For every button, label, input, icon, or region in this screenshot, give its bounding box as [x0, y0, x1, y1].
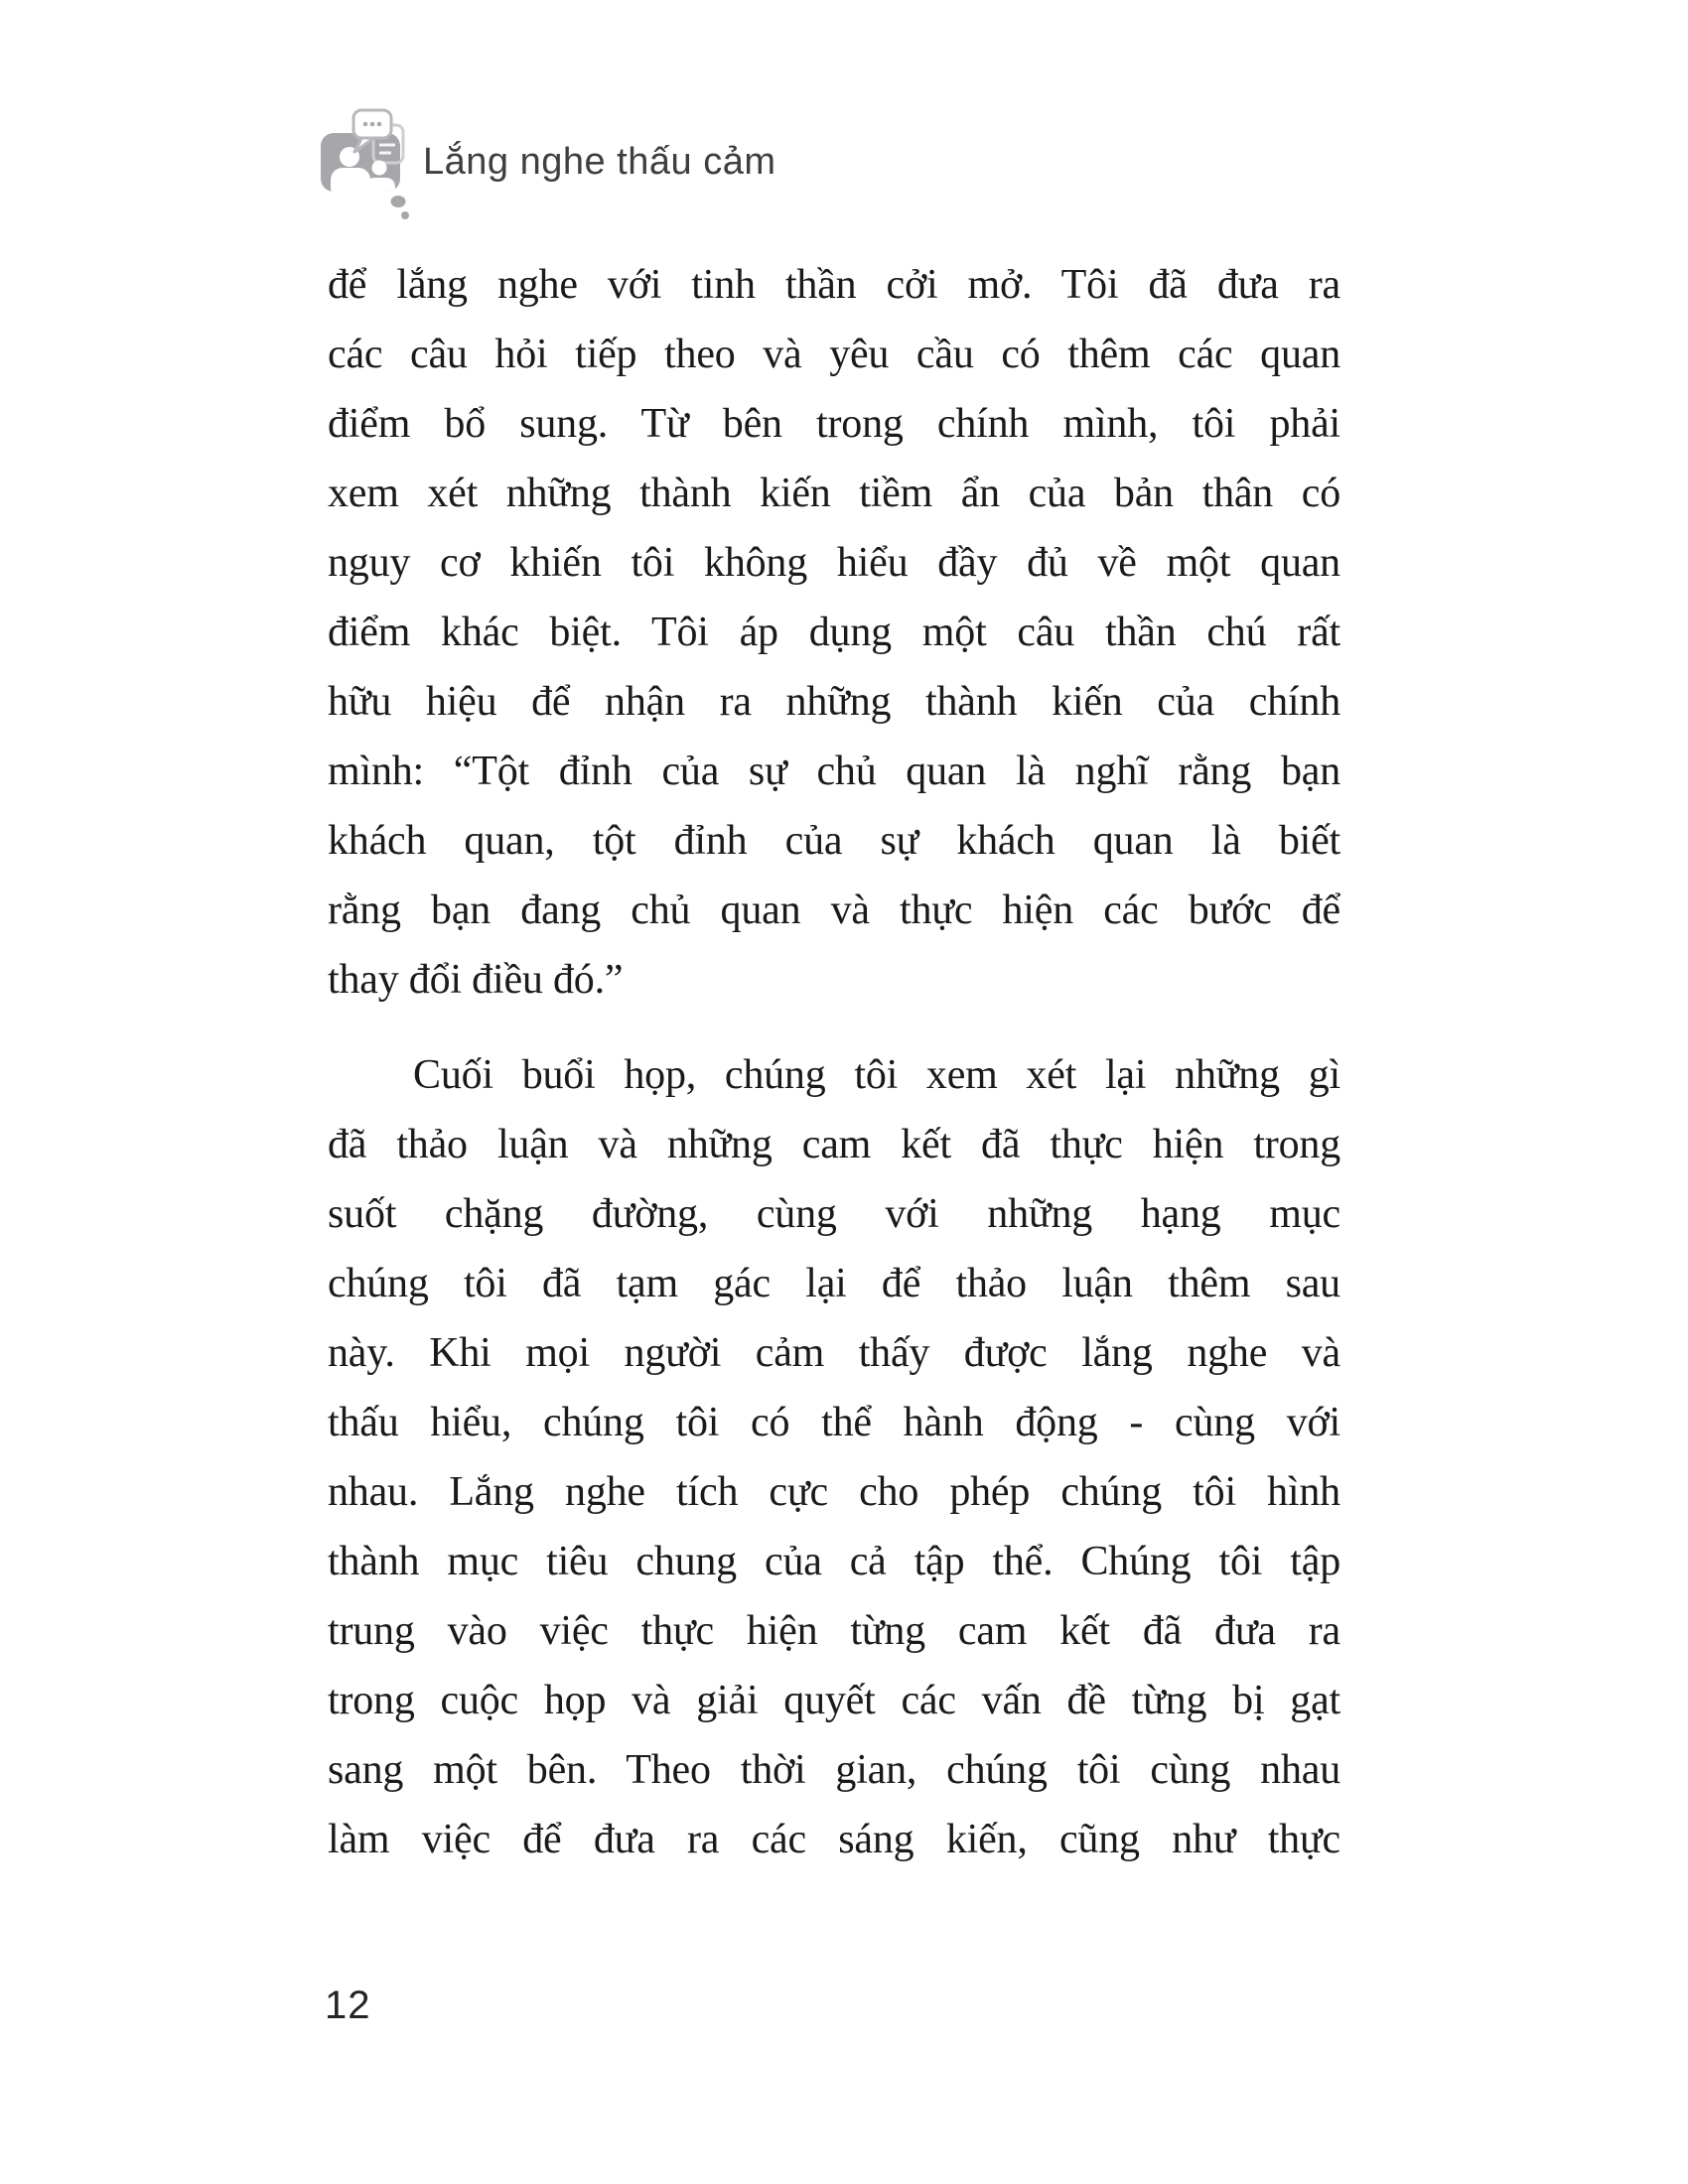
text-line: hữu hiệu để nhận ra những thành kiến của chính: [328, 679, 1340, 725]
text-line: trung vào việc thực hiện từng cam kết đã đưa ra: [328, 1608, 1340, 1654]
text-line: xem xét những thành kiến tiềm ẩn của bản thân có: [328, 471, 1340, 516]
paragraph-2: [328, 1040, 1340, 1874]
text-line: đã thảo luận và những cam kết đã thực hiện trong: [328, 1122, 1340, 1167]
text-line: nguy cơ khiến tôi không hiểu đầy đủ về một quan: [328, 540, 1340, 586]
text-line: thay đổi điều đó.”: [328, 957, 624, 1003]
text-line: mình: “Tột đỉnh của sự chủ quan là nghĩ rằng bạn: [328, 749, 1340, 794]
text-line: điểm bổ sung. Từ bên trong chính mình, tôi phải: [328, 401, 1340, 447]
people-chat-thought-bubble-icon: [318, 105, 409, 222]
text-line: khách quan, tột đỉnh của sự khách quan là biết: [328, 818, 1340, 864]
text-line: rằng bạn đang chủ quan và thực hiện các bước để: [328, 887, 1340, 933]
text-line: trong cuộc họp và giải quyết các vấn đề từng bị gạt: [328, 1678, 1340, 1723]
text-line: làm việc để đưa ra các sáng kiến, cũng như thực: [328, 1817, 1340, 1862]
text-line: thấu hiểu, chúng tôi có thể hành động - cùng với: [328, 1400, 1340, 1445]
body-text: [328, 250, 1340, 1874]
text-line: nhau. Lắng nghe tích cực cho phép chúng tôi hình: [328, 1469, 1340, 1515]
running-header-title: Lắng nghe thấu cảm: [423, 141, 776, 183]
page-header: [0, 0, 1688, 238]
text-line: điểm khác biệt. Tôi áp dụng một câu thần chú rất: [328, 610, 1340, 655]
text-line: sang một bên. Theo thời gian, chúng tôi cùng nhau: [328, 1747, 1340, 1793]
text-line: để lắng nghe với tinh thần cởi mở. Tôi đã đưa ra: [328, 262, 1340, 308]
page-number: 12: [325, 1983, 371, 2027]
text-line: Cuối buổi họp, chúng tôi xem xét lại những gì: [413, 1052, 1340, 1098]
paragraph-1: [328, 250, 1340, 1015]
text-line: thành mục tiêu chung của cả tập thể. Chúng tôi tập: [328, 1539, 1340, 1584]
text-line: suốt chặng đường, cùng với những hạng mục: [328, 1191, 1340, 1237]
text-line: này. Khi mọi người cảm thấy được lắng nghe và: [328, 1330, 1340, 1376]
text-line: chúng tôi đã tạm gác lại để thảo luận thêm sau: [328, 1261, 1340, 1306]
text-line: các câu hỏi tiếp theo và yêu cầu có thêm các quan: [328, 332, 1340, 377]
